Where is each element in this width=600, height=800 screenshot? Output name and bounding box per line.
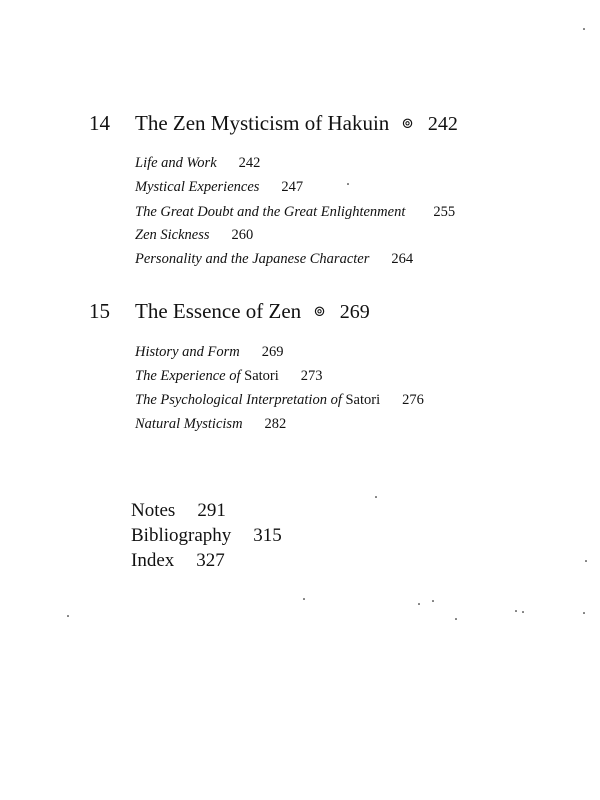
scan-speck [583,612,585,614]
chapter-title-line [135,109,458,138]
toc-entry [135,249,413,269]
back-matter-label: Bibliography [131,525,232,546]
chapter-number: 14 [89,111,110,135]
back-matter-entry [131,523,282,549]
toc-entry [135,366,323,386]
toc-entry [135,342,283,362]
chapter-title: The Essence of Zen [135,299,302,323]
toc-entry-title: The Great Doubt and the Great Enlightenment [135,204,406,220]
back-matter-page: 315 [253,525,282,546]
chapter-heading-14 [0,109,600,139]
toc-entry-title-prefix: The Psychological Interpretation of [135,392,342,408]
scan-speck [515,610,517,612]
toc-entry-title: Personality and the Japanese Character [135,251,370,267]
scan-speck [67,615,69,617]
toc-entry-title-term: Satori [244,368,279,384]
toc-entry-title: History and Form [135,344,240,360]
scan-speck [455,618,457,620]
back-matter-entry [131,548,225,574]
back-matter-label: Notes [131,500,176,521]
toc-entry-page: 242 [238,155,261,171]
chapter-number: 15 [89,299,110,323]
toc-entry-page: 282 [264,416,287,432]
toc-entry-title: Natural Mysticism [135,416,243,432]
toc-entry [135,414,286,434]
toc-entry [135,225,253,245]
toc-entry-title [135,392,380,408]
chapter-title-line [135,297,370,326]
toc-entry-page: 269 [261,344,284,360]
scan-speck [347,183,349,185]
scan-speck [585,560,587,562]
toc-entry-title-term: Satori [345,392,381,408]
back-matter-page: 327 [196,550,225,571]
scan-speck [418,603,420,605]
back-matter-label: Index [131,550,175,571]
toc-entry [135,177,303,197]
toc-entry-page: 264 [391,251,414,267]
scan-speck [303,598,305,600]
toc-entry-title: Zen Sickness [135,227,210,243]
chapter-page-number: 269 [339,301,370,323]
chapter-ornament-icon: ⊚ [313,304,326,320]
toc-entry-page: 247 [281,179,304,195]
chapter-title: The Zen Mysticism of Hakuin [135,111,390,135]
toc-entry-title: Mystical Experiences [135,179,260,195]
scan-speck [522,611,524,613]
toc-entry [135,202,455,222]
toc-entry-page: 260 [231,227,254,243]
chapter-ornament-icon: ⊚ [401,116,414,132]
toc-entry [135,153,260,173]
scan-speck [432,600,434,602]
toc-entry-title: Life and Work [135,155,217,171]
toc-entry [135,390,424,410]
scan-speck [583,28,585,30]
back-matter-page: 291 [197,500,226,521]
toc-entry-page: 273 [300,368,323,384]
chapter-heading-15 [0,297,600,327]
chapter-page-number: 242 [427,113,458,135]
toc-entry-page: 276 [402,392,424,408]
scan-speck [375,496,377,498]
toc-entry-title [135,368,279,384]
back-matter-entry [131,498,226,524]
toc-entry-title-prefix: The Experience of [135,368,241,384]
toc-entry-page: 255 [433,204,456,220]
